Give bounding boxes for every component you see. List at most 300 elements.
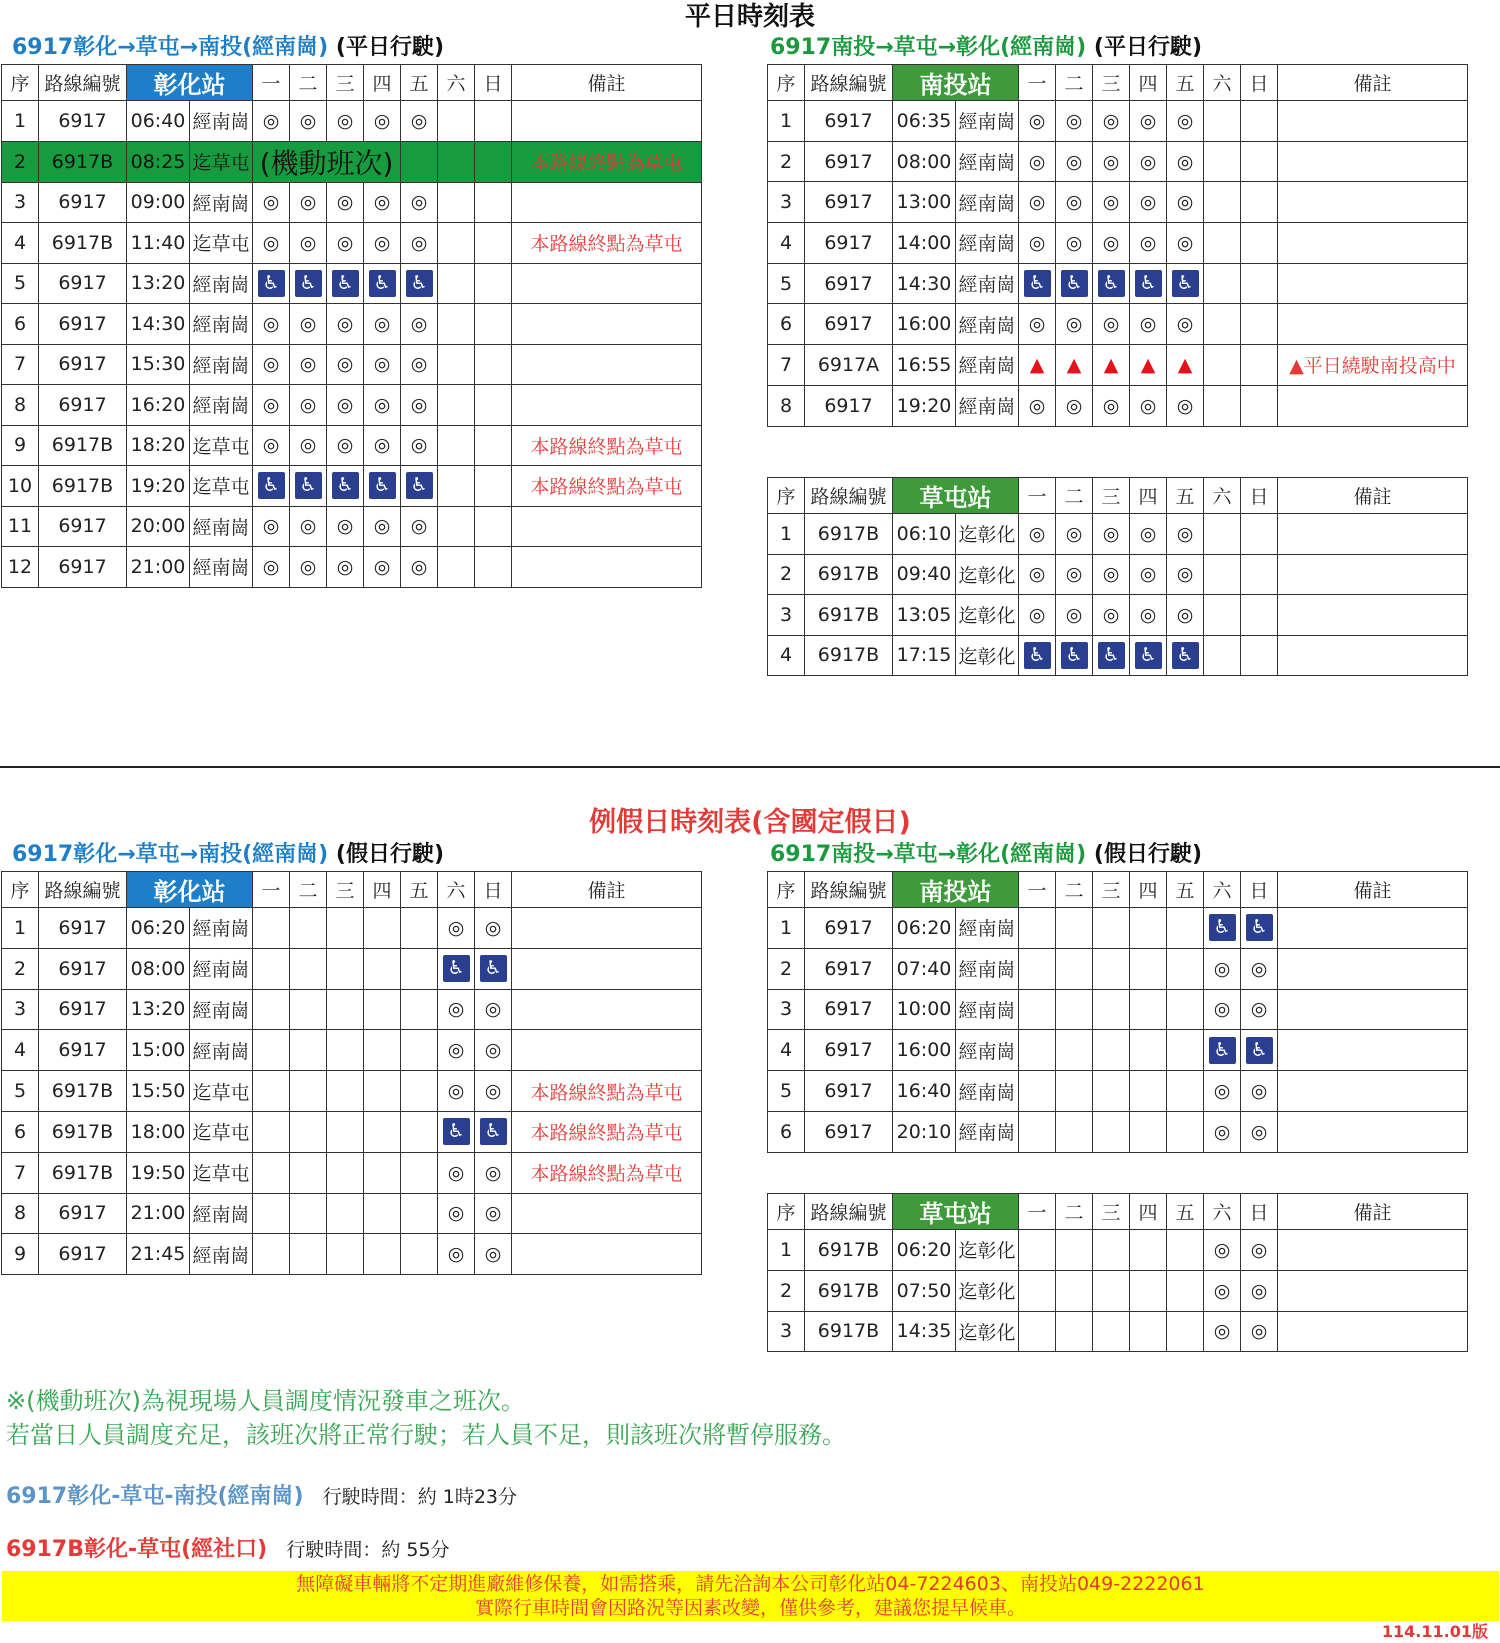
seq-cell: 4 xyxy=(2,1030,39,1071)
day-cell xyxy=(253,948,290,989)
circle-dot-icon: ◎ xyxy=(327,425,364,466)
wheelchair-icon: ♿ xyxy=(258,270,285,297)
table-row xyxy=(2,182,702,223)
route-cell: 6917 xyxy=(39,101,127,142)
table-row xyxy=(2,466,702,507)
time-cell: 20:00 xyxy=(127,506,190,547)
table-row xyxy=(2,223,702,264)
circle-dot-icon: ◎ xyxy=(327,344,364,385)
wheelchair-icon: ♿ xyxy=(295,270,322,297)
circle-dot-icon: ◎ xyxy=(327,385,364,426)
day-cell xyxy=(438,263,475,304)
day-cell xyxy=(253,989,290,1030)
day-cell xyxy=(1167,1311,1204,1352)
seq-cell: 5 xyxy=(2,263,39,304)
table-row xyxy=(2,1193,702,1234)
day-cell-accessible xyxy=(327,263,364,304)
circle-dot-icon: ◎ xyxy=(290,425,327,466)
day-cell xyxy=(1241,141,1278,182)
day-cell-accessible xyxy=(1204,908,1241,949)
circle-dot-icon: ◎ xyxy=(290,344,327,385)
header-cell: 二 xyxy=(290,65,327,101)
circle-dot-icon: ◎ xyxy=(364,344,401,385)
triangle-icon: ▲ xyxy=(1019,345,1056,386)
day-cell xyxy=(1167,1030,1204,1071)
seq-cell: 11 xyxy=(2,506,39,547)
day-cell xyxy=(1241,595,1278,636)
header-cell: 六 xyxy=(1204,1194,1241,1230)
note-cell xyxy=(512,989,702,1030)
via-cell: 經南崗 xyxy=(956,1071,1019,1112)
note-cell xyxy=(512,908,702,949)
circle-dot-icon: ◎ xyxy=(1056,385,1093,426)
header-cell: 六 xyxy=(438,872,475,908)
circle-dot-icon: ◎ xyxy=(364,385,401,426)
day-cell xyxy=(1019,989,1056,1030)
wheelchair-icon: ♿ xyxy=(1098,270,1125,297)
time-cell: 13:20 xyxy=(127,263,190,304)
route-label: 6917彰化→草屯→南投(經南崗) xyxy=(12,842,329,867)
circle-dot-icon: ◎ xyxy=(1019,554,1056,595)
time-cell: 14:00 xyxy=(893,223,956,264)
circle-dot-icon: ◎ xyxy=(327,506,364,547)
time-cell: 16:20 xyxy=(127,385,190,426)
day-cell xyxy=(1056,1030,1093,1071)
wheelchair-icon: ♿ xyxy=(1061,642,1088,669)
seq-cell: 9 xyxy=(2,1234,39,1275)
day-cell xyxy=(401,141,438,182)
table-row xyxy=(768,223,1468,264)
time-cell: 21:00 xyxy=(127,547,190,588)
route-cell: 6917 xyxy=(39,1030,127,1071)
station-header: 彰化站 xyxy=(127,872,253,908)
station-header: 南投站 xyxy=(893,65,1019,101)
header-cell: 日 xyxy=(1241,1194,1278,1230)
holiday-nantou-table xyxy=(767,871,1468,1153)
route-cell: 6917B xyxy=(805,514,893,555)
time-cell: 13:05 xyxy=(893,595,956,636)
section-divider xyxy=(0,766,1500,768)
seq-cell: 1 xyxy=(768,101,805,142)
day-cell xyxy=(327,989,364,1030)
day-cell xyxy=(475,385,512,426)
seq-cell: 1 xyxy=(768,908,805,949)
table-row xyxy=(2,141,702,182)
time-cell: 19:20 xyxy=(893,385,956,426)
type-label: (平日行駛) xyxy=(335,35,445,60)
header-cell: 一 xyxy=(253,872,290,908)
day-cell-accessible xyxy=(1130,263,1167,304)
route-cell: 6917B xyxy=(805,595,893,636)
header-cell: 三 xyxy=(1093,65,1130,101)
circle-dot-icon: ◎ xyxy=(1056,101,1093,142)
circle-dot-icon: ◎ xyxy=(1167,304,1204,345)
circle-dot-icon: ◎ xyxy=(253,385,290,426)
table-row xyxy=(768,1270,1468,1311)
route-label: 6917彰化-草屯-南投(經南崗) xyxy=(6,1484,304,1509)
circle-dot-icon: ◎ xyxy=(1167,554,1204,595)
time-cell: 21:00 xyxy=(127,1193,190,1234)
seq-cell: 8 xyxy=(2,1193,39,1234)
day-cell xyxy=(290,1111,327,1152)
day-cell xyxy=(253,1111,290,1152)
time-cell: 21:45 xyxy=(127,1234,190,1275)
route-label: 6917彰化→草屯→南投(經南崗) xyxy=(12,35,329,60)
day-cell xyxy=(1093,1030,1130,1071)
holiday-sub-1 xyxy=(12,840,444,870)
route-cell: 6917 xyxy=(805,1030,893,1071)
seq-cell: 6 xyxy=(2,1111,39,1152)
circle-dot-icon: ◎ xyxy=(1130,385,1167,426)
route-label: 6917B彰化-草屯(經社口) xyxy=(6,1537,268,1562)
day-cell-accessible xyxy=(364,263,401,304)
note-cell xyxy=(1278,223,1468,264)
time-cell: 09:40 xyxy=(893,554,956,595)
seq-cell: 4 xyxy=(768,223,805,264)
header-cell: 備註 xyxy=(512,65,702,101)
day-cell xyxy=(438,506,475,547)
via-cell: 經南崗 xyxy=(956,182,1019,223)
via-cell: 經南崗 xyxy=(956,1030,1019,1071)
circle-dot-icon: ◎ xyxy=(1204,1071,1241,1112)
circle-dot-icon: ◎ xyxy=(1130,554,1167,595)
header-cell: 一 xyxy=(1019,1194,1056,1230)
day-cell xyxy=(475,425,512,466)
day-cell xyxy=(1130,948,1167,989)
circle-dot-icon: ◎ xyxy=(1167,182,1204,223)
circle-dot-icon: ◎ xyxy=(1056,514,1093,555)
day-cell-accessible xyxy=(475,948,512,989)
table-row xyxy=(768,141,1468,182)
header-cell: 四 xyxy=(364,65,401,101)
table-row xyxy=(2,948,702,989)
day-cell-accessible xyxy=(1241,1030,1278,1071)
table-row xyxy=(2,1071,702,1112)
day-cell xyxy=(364,1193,401,1234)
wheelchair-icon: ♿ xyxy=(480,1118,507,1145)
circle-dot-icon: ◎ xyxy=(1056,554,1093,595)
route-cell: 6917B xyxy=(39,466,127,507)
note-cell xyxy=(512,547,702,588)
note-cell: 本路線終點為草屯 xyxy=(512,466,702,507)
day-cell xyxy=(364,1071,401,1112)
day-cell xyxy=(1019,1071,1056,1112)
note-cell xyxy=(1278,1071,1468,1112)
note-cell xyxy=(1278,101,1468,142)
circle-dot-icon: ◎ xyxy=(327,223,364,264)
header-cell: 一 xyxy=(1019,65,1056,101)
type-label: (平日行駛) xyxy=(1093,35,1203,60)
holiday-title: 例假日時刻表(含國定假日) xyxy=(589,807,911,838)
travel-time-6917b xyxy=(6,1535,450,1566)
route-cell: 6917 xyxy=(805,1071,893,1112)
header-cell: 二 xyxy=(1056,872,1093,908)
day-cell-accessible xyxy=(364,466,401,507)
circle-dot-icon: ◎ xyxy=(1093,554,1130,595)
note-cell xyxy=(1278,635,1468,676)
via-cell: 經南崗 xyxy=(956,948,1019,989)
route-cell: 6917 xyxy=(39,263,127,304)
weekday-title: 平日時刻表 xyxy=(684,2,815,32)
day-cell xyxy=(1056,908,1093,949)
seq-cell: 2 xyxy=(768,948,805,989)
seq-cell: 2 xyxy=(768,554,805,595)
wheelchair-icon: ♿ xyxy=(1061,270,1088,297)
circle-dot-icon: ◎ xyxy=(438,1071,475,1112)
triangle-icon: ▲ xyxy=(1093,345,1130,386)
time-cell: 16:40 xyxy=(893,1071,956,1112)
seq-cell: 1 xyxy=(2,101,39,142)
wheelchair-icon: ♿ xyxy=(1172,270,1199,297)
note-cell: 本路線終點為草屯 xyxy=(512,1152,702,1193)
day-cell xyxy=(1167,1071,1204,1112)
day-cell xyxy=(1167,908,1204,949)
wheelchair-icon: ♿ xyxy=(369,472,396,499)
via-cell: 經南崗 xyxy=(190,989,253,1030)
day-cell xyxy=(1204,635,1241,676)
header-cell: 日 xyxy=(1241,872,1278,908)
circle-dot-icon: ◎ xyxy=(1056,223,1093,264)
route-cell: 6917 xyxy=(39,385,127,426)
note-cell xyxy=(1278,1311,1468,1352)
day-cell xyxy=(1130,1311,1167,1352)
header-cell: 一 xyxy=(1019,872,1056,908)
note-cell xyxy=(1278,989,1468,1030)
circle-dot-icon: ◎ xyxy=(1019,514,1056,555)
wheelchair-icon: ♿ xyxy=(332,270,359,297)
via-cell: 經南崗 xyxy=(190,1193,253,1234)
route-cell: 6917B xyxy=(805,1230,893,1271)
time-cell: 16:00 xyxy=(893,1030,956,1071)
day-cell xyxy=(1093,1230,1130,1271)
time-cell: 06:35 xyxy=(893,101,956,142)
route-cell: 6917B xyxy=(39,223,127,264)
header-cell: 三 xyxy=(327,872,364,908)
day-cell xyxy=(1241,635,1278,676)
day-cell xyxy=(290,989,327,1030)
header-cell: 備註 xyxy=(1278,1194,1468,1230)
seq-cell: 6 xyxy=(768,1111,805,1152)
day-cell xyxy=(475,466,512,507)
day-cell xyxy=(1093,1111,1130,1152)
note-cell xyxy=(512,101,702,142)
day-cell-accessible xyxy=(1019,635,1056,676)
station-header: 草屯站 xyxy=(893,1194,1019,1230)
route-cell: 6917 xyxy=(805,908,893,949)
circle-dot-icon: ◎ xyxy=(1130,223,1167,264)
day-cell xyxy=(1167,989,1204,1030)
travel-time-6917 xyxy=(6,1482,517,1513)
header-cell: 三 xyxy=(1093,1194,1130,1230)
table-row xyxy=(768,514,1468,555)
weekday-caotun-table xyxy=(767,477,1468,676)
seq-cell: 4 xyxy=(768,635,805,676)
via-cell: 迄草屯 xyxy=(190,425,253,466)
time-cell: 06:40 xyxy=(127,101,190,142)
day-cell xyxy=(1204,595,1241,636)
day-cell xyxy=(290,1071,327,1112)
route-cell: 6917 xyxy=(805,385,893,426)
header-cell: 三 xyxy=(1093,478,1130,514)
note-cell: 本路線終點為草屯 xyxy=(512,425,702,466)
table-row xyxy=(768,554,1468,595)
circle-dot-icon: ◎ xyxy=(1130,514,1167,555)
via-cell: 經南崗 xyxy=(190,908,253,949)
circle-dot-icon: ◎ xyxy=(401,344,438,385)
via-cell: 經南崗 xyxy=(190,263,253,304)
day-cell xyxy=(364,989,401,1030)
header-cell: 六 xyxy=(1204,872,1241,908)
circle-dot-icon: ◎ xyxy=(438,1152,475,1193)
route-cell: 6917 xyxy=(39,908,127,949)
day-cell xyxy=(327,908,364,949)
via-cell: 經南崗 xyxy=(956,141,1019,182)
weekday-changhua-table xyxy=(1,64,702,588)
table-row xyxy=(768,101,1468,142)
route-cell: 6917 xyxy=(805,263,893,304)
day-cell xyxy=(401,1234,438,1275)
via-cell: 經南崗 xyxy=(956,345,1019,386)
travel-time: 行駛時間：約 1時23分 xyxy=(322,1486,518,1508)
circle-dot-icon: ◎ xyxy=(438,908,475,949)
notice-banner xyxy=(2,1571,1499,1621)
note-cell xyxy=(512,304,702,345)
via-cell: 迄彰化 xyxy=(956,514,1019,555)
circle-dot-icon: ◎ xyxy=(401,304,438,345)
note-cell xyxy=(1278,514,1468,555)
header-cell: 六 xyxy=(1204,478,1241,514)
time-cell: 14:35 xyxy=(893,1311,956,1352)
day-cell xyxy=(1056,1270,1093,1311)
circle-dot-icon: ◎ xyxy=(1241,1071,1278,1112)
seq-cell: 2 xyxy=(768,141,805,182)
header-cell: 備註 xyxy=(1278,478,1468,514)
day-cell xyxy=(1241,385,1278,426)
header-cell: 路線編號 xyxy=(805,478,893,514)
time-cell: 06:20 xyxy=(893,908,956,949)
day-cell xyxy=(364,1234,401,1275)
circle-dot-icon: ◎ xyxy=(1056,595,1093,636)
route-cell: 6917A xyxy=(805,345,893,386)
note-cell xyxy=(512,1234,702,1275)
time-cell: 16:55 xyxy=(893,345,956,386)
table-row xyxy=(768,908,1468,949)
triangle-icon: ▲ xyxy=(1130,345,1167,386)
circle-dot-icon: ◎ xyxy=(290,547,327,588)
route-cell: 6917 xyxy=(805,141,893,182)
wheelchair-icon: ♿ xyxy=(1135,642,1162,669)
circle-dot-icon: ◎ xyxy=(438,1234,475,1275)
via-cell: 經南崗 xyxy=(956,263,1019,304)
circle-dot-icon: ◎ xyxy=(401,385,438,426)
header-cell: 四 xyxy=(1130,1194,1167,1230)
circle-dot-icon: ◎ xyxy=(1093,514,1130,555)
weekday-sub-2 xyxy=(770,33,1202,63)
header-cell: 序 xyxy=(2,872,39,908)
via-cell: 經南崗 xyxy=(956,989,1019,1030)
table-row xyxy=(2,1234,702,1275)
day-cell xyxy=(327,1193,364,1234)
day-cell xyxy=(1241,101,1278,142)
day-cell-accessible xyxy=(327,466,364,507)
day-cell xyxy=(364,908,401,949)
circle-dot-icon: ◎ xyxy=(290,182,327,223)
wheelchair-icon: ♿ xyxy=(443,1118,470,1145)
circle-dot-icon: ◎ xyxy=(1241,948,1278,989)
day-cell xyxy=(401,1071,438,1112)
day-cell xyxy=(438,344,475,385)
circle-dot-icon: ◎ xyxy=(1019,595,1056,636)
day-cell-accessible xyxy=(1093,635,1130,676)
via-cell: 迄草屯 xyxy=(190,1111,253,1152)
circle-dot-icon: ◎ xyxy=(1241,1311,1278,1352)
circle-dot-icon: ◎ xyxy=(438,989,475,1030)
table-row xyxy=(2,344,702,385)
day-cell xyxy=(1056,1311,1093,1352)
header-cell: 二 xyxy=(290,872,327,908)
via-cell: 經南崗 xyxy=(956,223,1019,264)
route-cell: 6917 xyxy=(39,344,127,385)
time-cell: 07:50 xyxy=(893,1270,956,1311)
note-cell xyxy=(512,1193,702,1234)
day-cell xyxy=(1167,1270,1204,1311)
day-cell xyxy=(475,304,512,345)
time-cell: 16:00 xyxy=(893,304,956,345)
circle-dot-icon: ◎ xyxy=(253,304,290,345)
notice-line-1: 無障礙車輛將不定期進廠維修保養，如需搭乘，請先洽詢本公司彰化站04-7224603、南投站049-2222061 xyxy=(296,1573,1205,1595)
circle-dot-icon: ◎ xyxy=(1167,141,1204,182)
header-cell: 三 xyxy=(327,65,364,101)
day-cell xyxy=(1204,263,1241,304)
circle-dot-icon: ◎ xyxy=(253,547,290,588)
day-cell xyxy=(401,989,438,1030)
table-header-row xyxy=(768,1194,1468,1230)
header-cell: 四 xyxy=(1130,65,1167,101)
time-cell: 15:30 xyxy=(127,344,190,385)
header-cell: 路線編號 xyxy=(805,872,893,908)
note-cell xyxy=(1278,595,1468,636)
notice-line-2: 實際行車時間會因路況等因素改變，僅供參考，建議您提早候車。 xyxy=(474,1597,1026,1619)
note-cell xyxy=(1278,1030,1468,1071)
header-cell: 五 xyxy=(401,65,438,101)
table-row xyxy=(2,547,702,588)
circle-dot-icon: ◎ xyxy=(1204,1311,1241,1352)
circle-dot-icon: ◎ xyxy=(401,425,438,466)
header-cell: 三 xyxy=(1093,872,1130,908)
table-header-row xyxy=(2,65,702,101)
header-cell: 四 xyxy=(1130,872,1167,908)
route-cell: 6917 xyxy=(805,989,893,1030)
circle-dot-icon: ◎ xyxy=(1019,141,1056,182)
via-cell: 經南崗 xyxy=(190,101,253,142)
day-cell xyxy=(475,141,512,182)
table-row xyxy=(2,385,702,426)
table-row xyxy=(768,1071,1468,1112)
seq-cell: 5 xyxy=(2,1071,39,1112)
header-cell: 路線編號 xyxy=(805,65,893,101)
table-row xyxy=(2,1152,702,1193)
day-cell xyxy=(438,385,475,426)
circle-dot-icon: ◎ xyxy=(327,101,364,142)
wheelchair-icon: ♿ xyxy=(1246,914,1273,941)
header-cell: 一 xyxy=(253,65,290,101)
table-row xyxy=(768,635,1468,676)
circle-dot-icon: ◎ xyxy=(1167,223,1204,264)
day-cell xyxy=(364,1030,401,1071)
day-cell xyxy=(1056,1111,1093,1152)
circle-dot-icon: ◎ xyxy=(1167,101,1204,142)
circle-dot-icon: ◎ xyxy=(401,101,438,142)
